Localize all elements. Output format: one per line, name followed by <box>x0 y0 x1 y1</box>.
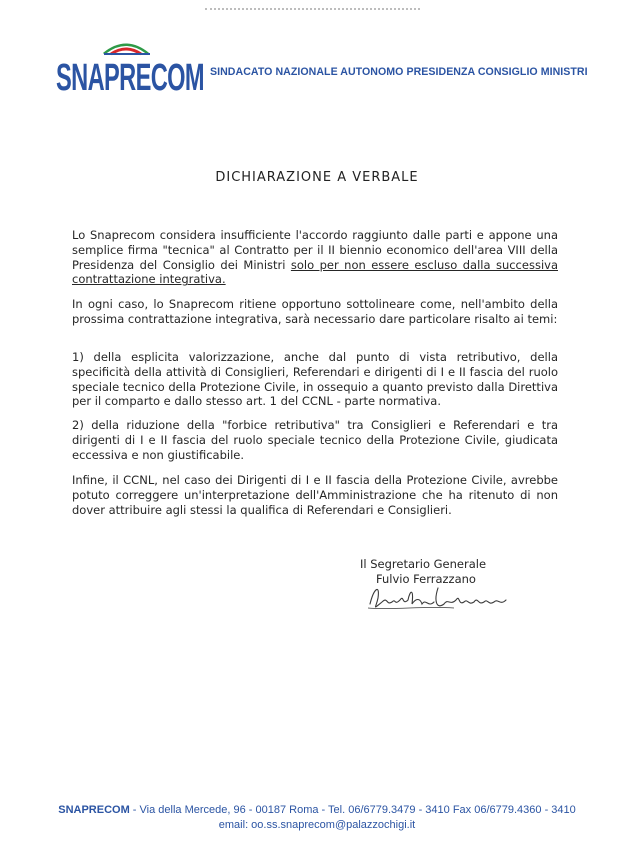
handwritten-signature <box>364 580 514 614</box>
organization-name: SINDACATO NAZIONALE AUTONOMO PRESIDENZA CONSIGLIO MINISTRI <box>210 66 588 78</box>
signatory-name: Fulvio Ferrazzano <box>376 571 476 586</box>
svg-text:SNAPRECOM: SNAPRECOM <box>56 57 204 99</box>
footer-address-text: - Via della Mercede, 96 - 00187 Roma - Tel. 06/6779.3479 - 3410 Fax 06/6779.4360 - 3410 <box>129 804 576 816</box>
footer-brand: SNAPRECOM <box>58 804 130 816</box>
paragraph-5-text: Infine, il CCNL, nel caso dei Dirigenti di I e II fascia della Protezione Civile, avrebbe potuto correggere un'interpretazione dell'Amministrazione che ha ritenuto di non dover attribuire agli stessi la qualifica di Referendari e Consiglieri. <box>72 473 558 517</box>
paragraph-3-text: 1) della esplicita valorizzazione, anche dal punto di vista retributivo, della specificità della attività di Consiglieri, Referendari e dirigenti di I e II fascia del ruolo speciale tecnico della Protezione Civile, in ossequio a quanto previsto dalla Direttiva per il comparto e dallo stesso art. 1 del CCNL - parte normativa. <box>72 350 558 409</box>
document-title: DICHIARAZIONE A VERBALE <box>215 170 419 185</box>
paragraph-2-text: In ogni caso, lo Snaprecom ritiene opportuno sottolineare come, nell'ambito della prossima contrattazione integrativa, sarà necessario dare particolare risalto ai temi: <box>72 297 558 326</box>
paragraph-4-text: 2) della riduzione della "forbice retributiva" tra Consiglieri e Referendari e tra dirigenti di I e II fascia del ruolo speciale tecnico della Protezione Civile, giudicata eccessiva e non giustificabile. <box>72 418 558 462</box>
snaprecom-logo <box>56 38 206 100</box>
paragraph-1-text: Lo Snaprecom considera insufficiente l'accordo raggiunto dalle parti e appone una semplice firma "tecnica" al Contratto per il II biennio economico dell'area VIII della Presidenza del Consiglio dei Ministri <box>72 228 558 272</box>
paragraph-4 <box>72 418 558 462</box>
paragraph-5 <box>72 473 558 517</box>
footer-email: email: oo.ss.snaprecom@palazzochigi.it <box>218 819 416 831</box>
signatory-role: Il Segretario Generale <box>360 557 487 571</box>
footer-address <box>0 804 634 816</box>
paragraph-3 <box>72 350 558 409</box>
cropped-text-top <box>205 0 420 10</box>
paragraph-1-underlined: solo per non essere escluso dalla successiva contrattazione integrativa. <box>72 257 558 287</box>
paragraph-1 <box>72 228 558 287</box>
paragraph-2 <box>72 297 558 327</box>
